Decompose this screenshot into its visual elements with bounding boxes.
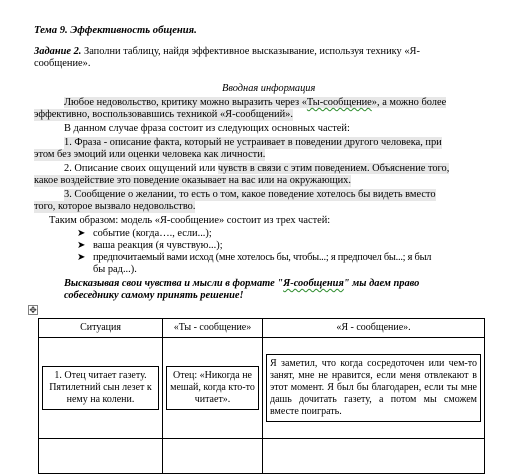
intro-p3-line2: этом без эмоций или оценки человека как личности. xyxy=(34,149,266,160)
task-line-2: сообщение». xyxy=(34,58,91,69)
intro-p4-line2: какое воздействие это поведение оказывает на вас или на окружающих. xyxy=(34,175,351,186)
move-cross-icon[interactable]: ✥ xyxy=(29,306,37,316)
arrowhead-bullet-icon: ➤ xyxy=(77,240,86,251)
intro-p6: Таким образом: модель «Я-сообщение» состоит из трех частей: xyxy=(49,215,331,226)
task-text-1: Заполни таблицу, найдя эффективное высказывание, используя технику «Я- xyxy=(84,46,420,57)
header-you-message: «Ты - сообщение» xyxy=(163,319,263,338)
topic-title: Тема 9. Эффективность общения. xyxy=(34,25,197,36)
intro-p4-a: 2. Описание своих ощущений или xyxy=(64,163,218,174)
arrowhead-bullet-icon: ➤ xyxy=(77,252,86,263)
intro-p1-line2: эффективно, воспользовавшись техникой «Я-сообщений». xyxy=(34,109,293,120)
intro-p4-line1 xyxy=(64,163,449,175)
situations-table xyxy=(38,318,485,474)
empty-cell-2[interactable] xyxy=(163,439,263,474)
table-header-row xyxy=(39,319,485,338)
ya-message-term: Я-сообщения xyxy=(283,278,344,289)
closing-a: Высказывая свои чувства и мысли в формате " xyxy=(64,278,284,289)
intro-p2: В данном случае фраза состоит из следующих основных частей: xyxy=(64,123,350,134)
intro-p5-line1: 3. Сообщение о желании, то есть о том, какое поведение хотелось бы видеть вместо xyxy=(64,189,436,200)
bullet-item-1: событие (когда…., если...); xyxy=(93,228,212,239)
ty-message-term: Ты-сообщение xyxy=(306,97,372,108)
i-message-text: Я заметил, что когда сосредоточен или чем-то занят, мне не нравится, если меня отвлекают в этот момент. Я был бы благодарен, если ты мне дашь дочитать газету, а потом мы сможем вместе поиграть. xyxy=(266,354,481,422)
intro-heading: Вводная информация xyxy=(222,83,316,94)
intro-p4-b: чувств в связи с этим поведением. Объяснение того, xyxy=(217,163,450,174)
you-message-text: Отец: «Никогда не мешай, когда кто-то читает». xyxy=(166,366,259,410)
bullet-item-3: предпочитаемый вами исход (мне хотелось бы, чтобы...; я предпочел бы...; я был xyxy=(93,252,432,263)
situation-text: 1. Отец читает газету. Пятилетний сын лезет к нему на колени. xyxy=(42,366,159,410)
closing-line-1 xyxy=(64,278,419,290)
task-line-1 xyxy=(34,46,420,58)
intro-p3-line1: 1. Фраза - описание факта, который не устраивает в поведении другого человека, при xyxy=(64,137,442,148)
intro-p1-c: », а можно более xyxy=(371,97,447,108)
bullet-item-3-cont: бы рад...). xyxy=(93,264,137,275)
bullet-item-2: ваша реакция (я чувствую...); xyxy=(93,240,223,251)
empty-cell-1[interactable] xyxy=(39,439,163,474)
closing-c: " мы даем право xyxy=(343,278,420,289)
intro-p1-a: Любое недовольство, критику можно выразить через « xyxy=(64,97,307,108)
intro-p1-line1 xyxy=(64,97,446,109)
intro-p5-line2: того, которое вызвало недовольство. xyxy=(34,201,196,212)
i-message-cell[interactable] xyxy=(263,338,485,439)
table-row xyxy=(39,338,485,439)
you-message-cell[interactable] xyxy=(163,338,263,439)
situation-cell[interactable] xyxy=(39,338,163,439)
empty-cell-3[interactable] xyxy=(263,439,485,474)
arrowhead-bullet-icon: ➤ xyxy=(77,228,86,239)
header-i-message: «Я - сообщение». xyxy=(263,319,485,338)
task-label: Задание 2. xyxy=(34,46,82,57)
closing-line-2: собеседнику самому принять решение! xyxy=(64,290,244,301)
header-situation: Ситуация xyxy=(39,319,163,338)
table-row-empty xyxy=(39,439,485,474)
